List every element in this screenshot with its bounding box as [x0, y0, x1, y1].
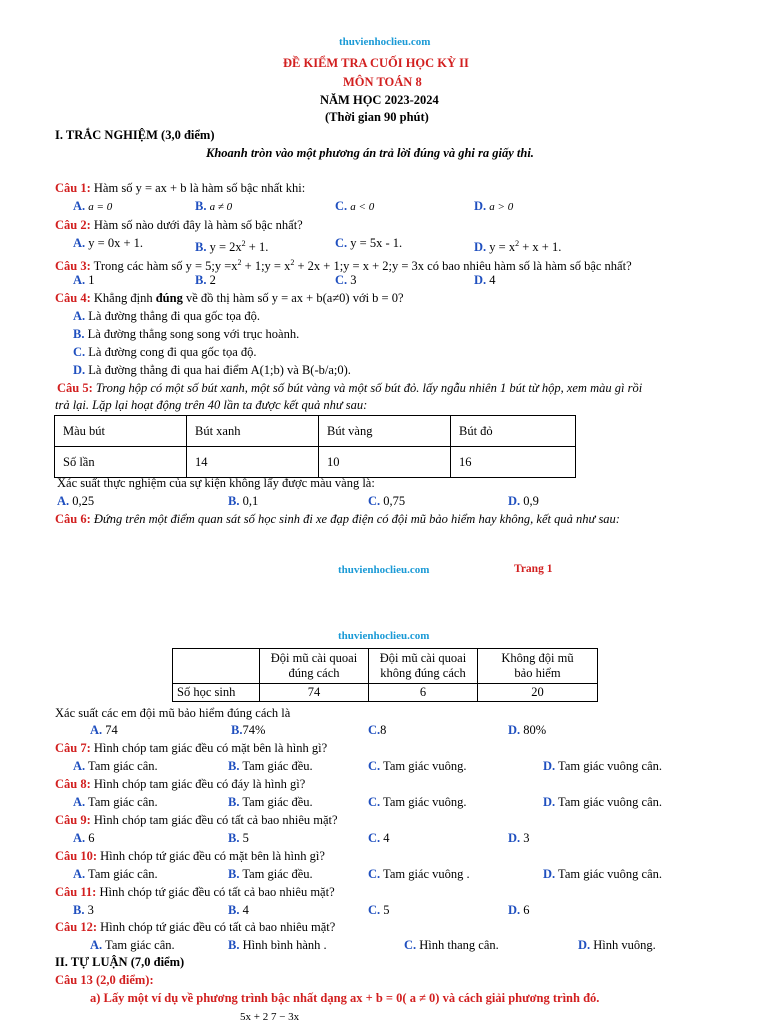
section1-title: I. TRẮC NGHIỆM (3,0 điểm): [55, 128, 215, 142]
q5-th-2: Bút vàng: [319, 416, 451, 447]
q5-question: Xác suất thực nghiệm của sự kiện không lấy được màu vàng là:: [57, 476, 375, 490]
q5-th-0: Màu bút: [55, 416, 187, 447]
section1-instruction: Khoanh tròn vào một phương án trả lời đúng và ghi ra giấy thi.: [206, 146, 534, 160]
page2-site: thuvienhoclieu.com: [338, 630, 430, 642]
q5-option-c: C. 0,75: [368, 494, 406, 508]
q8-option-d: D. Tam giác vuông cân.: [543, 795, 663, 809]
q5-td-0: Số lần: [55, 447, 187, 478]
q2-option-b: B. $y = 2x^2 + 1$.: [195, 239, 269, 255]
q11-option-c: C. 5: [368, 903, 390, 917]
q6-option-a: A. 74: [90, 723, 118, 737]
q7-option-b: B. Tam giác đều.: [228, 759, 313, 773]
q11-option-d: D. 6: [508, 903, 530, 917]
exam-year: NĂM HỌC 2023-2024: [320, 93, 439, 107]
q1-option-d: D. a > 0: [474, 199, 514, 213]
q6-td-1: 74: [260, 684, 369, 702]
q10-option-d: D. Tam giác vuông cân.: [543, 867, 663, 881]
q2-option-a: A. y = 0x + 1.: [73, 236, 144, 250]
question-9: Câu 9: Hình chóp tam giác đều có tất cả bao nhiêu mặt?: [55, 813, 338, 827]
question-12: Câu 12: Hình chóp tứ giác đều có tất cả bao nhiêu mặt?: [55, 920, 336, 934]
q4-option-a: A. Là đường thẳng đi qua gốc tọa độ.: [73, 309, 260, 323]
q1-option-b: B. a ≠ 0: [195, 199, 233, 213]
q6-option-b: B.74%: [231, 723, 266, 737]
q5-th-3: Bút đỏ: [451, 416, 576, 447]
q3-option-a: A. 1: [73, 273, 95, 287]
question-5: Câu 5: Trong hộp có một số bút xanh, một số bút vàng và một số bút đỏ. lấy ngẫu nhiên 1 bút từ hộp, xem màu gì rồi: [57, 381, 643, 395]
q9-option-a: A. 6: [73, 831, 95, 845]
q2-option-c: C. y = 5x - 1.: [335, 236, 403, 250]
q2-option-d: D. $y = x^2 + x + 1$.: [474, 239, 562, 255]
q9-option-b: B. 5: [228, 831, 249, 845]
q5-table: [54, 415, 576, 478]
question-3: Câu 3: Trong các hàm số y = 5;y $=x^2$ + 1;y = $x^2 + 2x$ + 1;y = x + 2;y = 3x có bao nhiêu hàm số là hàm số bậc nhất?: [55, 258, 632, 274]
q5-td-1: 14: [187, 447, 319, 478]
q12-option-d: D. Hình vuông.: [578, 938, 656, 952]
q9-option-d: D. 3: [508, 831, 530, 845]
footer-site: thuvienhoclieu.com: [338, 564, 430, 576]
q6-question: Xác suất các em đội mũ bảo hiểm đúng cách là: [55, 706, 291, 720]
header-site: thuvienhoclieu.com: [339, 36, 431, 48]
question-13: Câu 13 (2,0 điểm):: [55, 973, 154, 987]
q4-option-c: C. Là đường cong đi qua gốc tọa độ.: [73, 345, 257, 359]
question-5-cont: trả lại. Lặp lại hoạt động trên 40 lần ta được kết quả như sau:: [55, 398, 368, 412]
q5-option-d: D. 0,9: [508, 494, 539, 508]
question-8: Câu 8: Hình chóp tam giác đều có đáy là hình gì?: [55, 777, 306, 791]
question-4: Câu 4: Khẳng định đúng về đồ thị hàm số y = ax + b(a≠0) với b = 0?: [55, 291, 404, 305]
q8-option-a: A. Tam giác cân.: [73, 795, 158, 809]
footer-page: Trang 1: [514, 563, 553, 575]
q6-td-2: 6: [369, 684, 478, 702]
question-11: Câu 11: Hình chóp tứ giác đều có tất cả bao nhiêu mặt?: [55, 885, 335, 899]
q6-table: [172, 648, 598, 702]
q3-option-c: C. 3: [335, 273, 357, 287]
q6-td-3: 20: [478, 684, 598, 702]
q3-option-d: D. 4: [474, 273, 496, 287]
q7-option-d: D. Tam giác vuông cân.: [543, 759, 663, 773]
q12-option-c: C. Hình thang cân.: [404, 938, 499, 952]
exam-subject: MÔN TOÁN 8: [343, 75, 422, 89]
q10-option-b: B. Tam giác đều.: [228, 867, 313, 881]
exam-time: (Thời gian 90 phút): [325, 110, 429, 124]
question-7: Câu 7: Hình chóp tam giác đều có mặt bên là hình gì?: [55, 741, 328, 755]
q6-th-3: Không đội mũ bảo hiểm: [478, 649, 598, 684]
q13-part-a: a) Lấy một ví dụ về phương trình bậc nhất dạng ax + b = 0( a ≠ 0) và cách giải phương trình đó.: [90, 991, 600, 1005]
section2-title: II. TỰ LUẬN (7,0 điểm): [55, 955, 185, 969]
q6-option-d: D. 80%: [508, 723, 547, 737]
q5-option-b: B. 0,1: [228, 494, 259, 508]
question-6: Câu 6: Đứng trên một điểm quan sát số học sinh đi xe đạp điện có đội mũ bảo hiểm hay không, kết quả như sau:: [55, 512, 620, 526]
question-10: Câu 10: Hình chóp tứ giác đều có mặt bên là hình gì?: [55, 849, 325, 863]
q12-option-a: A. Tam giác cân.: [90, 938, 175, 952]
question-2: Câu 2: Hàm số nào dưới đây là hàm số bậc nhất?: [55, 218, 303, 232]
q6-th-1: Đội mũ cài quoai đúng cách: [260, 649, 369, 684]
q1-option-c: C. a < 0: [335, 199, 375, 213]
q10-option-a: A. Tam giác cân.: [73, 867, 158, 881]
q5-th-1: Bút xanh: [187, 416, 319, 447]
q6-th-empty: [173, 649, 260, 684]
q3-option-b: B. 2: [195, 273, 216, 287]
q7-option-a: A. Tam giác cân.: [73, 759, 158, 773]
q7-option-c: C. Tam giác vuông.: [368, 759, 467, 773]
q5-td-2: 10: [319, 447, 451, 478]
q12-option-b: B. Hình bình hành .: [228, 938, 327, 952]
q6-option-c: C.8: [368, 723, 387, 737]
question-1: Câu 1: Hàm số y = ax + b là hàm số bậc nhất khi:: [55, 181, 306, 195]
q5-option-a: A. 0,25: [57, 494, 95, 508]
q8-option-c: C. Tam giác vuông.: [368, 795, 467, 809]
q1-option-a: A. a = 0: [73, 199, 113, 213]
q4-option-d: D. Là đường thẳng đi qua hai điểm A(1;b) và B(-b/a;0).: [73, 363, 351, 377]
q4-option-b: B. Là đường thẳng song song với trục hoành.: [73, 327, 300, 341]
q9-option-c: C. 4: [368, 831, 390, 845]
q6-row-label: Số học sinh: [173, 684, 260, 702]
q5-td-3: 16: [451, 447, 576, 478]
exam-title: ĐỀ KIỂM TRA CUỐI HỌC KỲ II: [283, 56, 469, 70]
q6-th-2: Đội mũ cài quoai không đúng cách: [369, 649, 478, 684]
q11-option-a: B. 3: [73, 903, 94, 917]
q8-option-b: B. Tam giác đều.: [228, 795, 313, 809]
q10-option-c: C. Tam giác vuông .: [368, 867, 470, 881]
q11-option-b: B. 4: [228, 903, 249, 917]
q13-equation-fragment: 5x + 2 7 − 3x: [240, 1011, 300, 1023]
